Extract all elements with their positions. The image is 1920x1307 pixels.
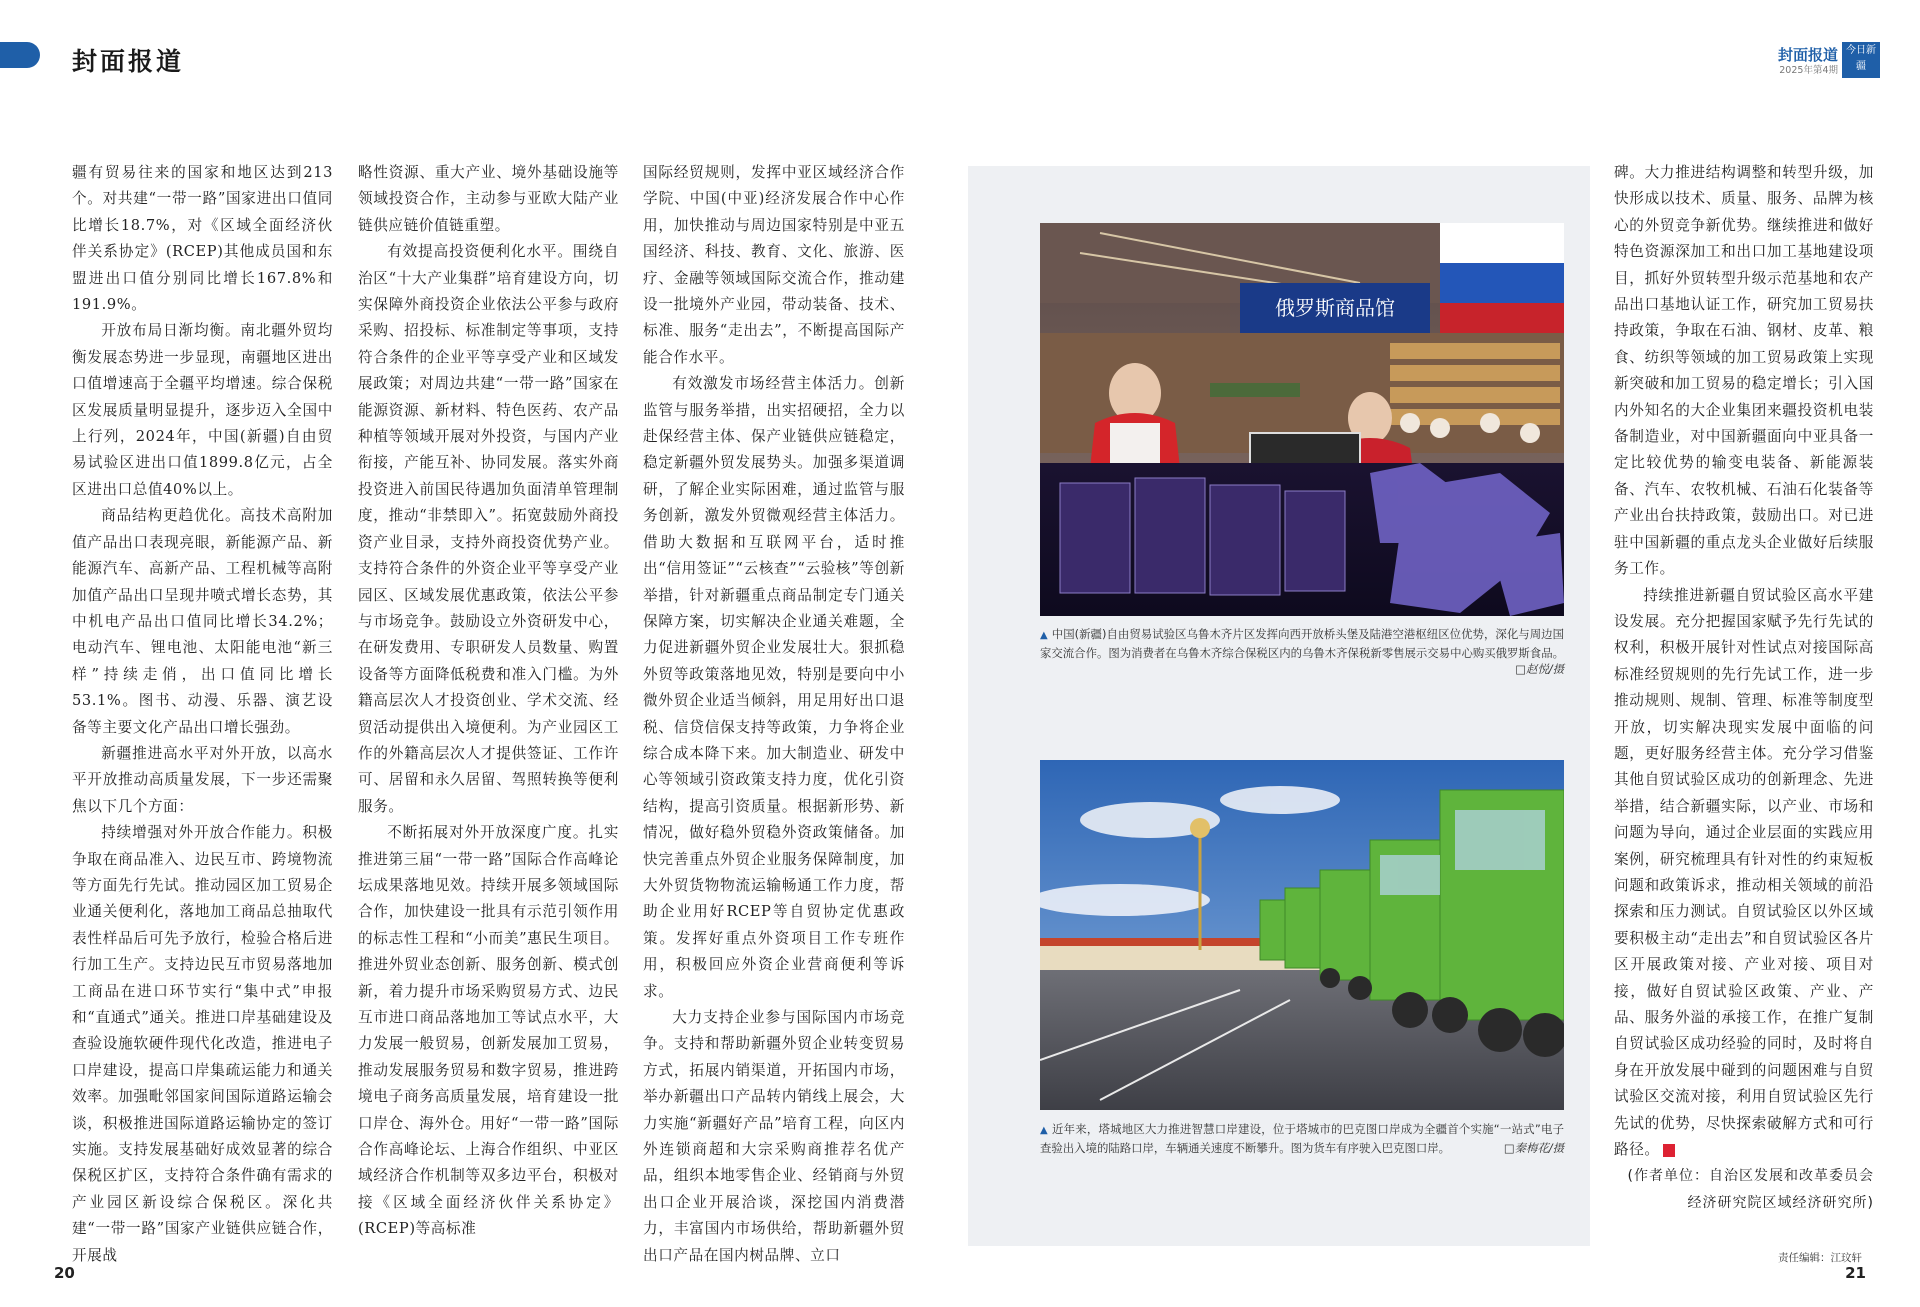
text-column-4 — [1614, 160, 1874, 1216]
caption-text: 中国(新疆)自由贸易试验区乌鲁木齐片区发挥向西开放桥头堡及陆港空港枢纽区位优势，深化与周边国家交流合作。图为消费者在乌鲁木齐综合保税区内的乌鲁木齐保税新零售展示交易中心购买俄罗斯食品。 — [1040, 627, 1564, 660]
text-column-3 — [643, 160, 905, 1269]
running-head-issue: 2025年第4期 — [1779, 65, 1838, 76]
paragraph: 有效提高投资便利化水平。围绕自治区“十大产业集群”培育建设方向，切实保障外商投资企业依法公平参与政府采购、招投标、标准制定等事项，支持符合条件的企业平等享受产业和区域发展政策；对周边共建“一带一路”国家在能源资源、新材料、特色医药、农产品种植等领域开展对外投资，与国内产业衔接，产能互补、协同发展。落实外商投资进入前国民待遇加负面清单管理制度，推动“非禁即入”。拓宽鼓励外商投资产业目录，支持外商投资优势产业。支持符合条件的外资企业平等享受产业园区、区域发展优惠政策，依法公平参与市场竞争。鼓励设立外资研发中心，在研发费用、专职研发人员数量、购置设备等方面降低税费和准入门槛。为外籍高层次人才投资创业、学术交流、经贸活动提供出入境便利。为产业园区工作的外籍高层次人才提供签证、工作许可、居留和永久居留、驾照转换等便利服务。 — [358, 243, 619, 815]
article-end-icon: ■ — [1663, 1144, 1675, 1157]
paragraph: 碑。大力推进结构调整和转型升级，加快形成以技术、质量、服务、品牌为核心的外贸竞争新优势。继续推进和做好特色资源深加工和出口加工基地建设项目，抓好外贸转型升级示范基地和农产品出口基地认证工作，研究加工贸易扶持政策，争取在石油、钢材、皮革、粮食、纺织等领域的加工贸易政策上实现新突破和加工贸易的稳定增长；引入国内外知名的大企业集团来疆投资机电装备制造业，对中国新疆面向中亚具备一定比较优势的输变电装备、新能源装备、汽车、农牧机械、石油石化装备等产业出台扶持政策，鼓励出口。对已进驻中国新疆的重点龙头企业做好后续服务工作。 — [1614, 164, 1874, 578]
paragraph: 持续增强对外开放合作能力。积极争取在商品准入、边民互市、跨境物流等方面先行先试。推动园区加工贸易企业通关便利化，落地加工商品总抽取代表性样品后可先予放行，检验合格后进行加工生产。支持边民互市贸易落地加工商品在进口环节实行“集中式”申报和“直通式”通关。推进口岸基础建设及查验设施软硬件现代化改造，推进电子口岸建设，提高口岸集疏运能力和通关效率。加强毗邻国家间国际道路运输会谈，积极推进国际道路运输协定的签订实施。支持发展基础好成效显著的综合保税区扩区，支持符合条件确有需求的产业园区新设综合保税区。深化共建“一带一路”国家产业链供应链合作，开展战 — [72, 824, 333, 1264]
text-column-1 — [72, 160, 333, 1269]
text-column-2 — [358, 160, 619, 1243]
magazine-badge: 今日新疆 — [1842, 42, 1880, 78]
paragraph: 疆有贸易往来的国家和地区达到213个。对共建“一带一路”国家进出口值同比增长18.7%，对《区域全面经济伙伴关系协定》(RCEP)其他成员国和东盟进出口值分别同比增长167.8%和191.9%。 — [72, 164, 333, 314]
photo-trucks-port — [1040, 760, 1564, 1110]
photo-credit: □赵悦/摄 — [1515, 662, 1564, 676]
editor-credit: 责任编辑：江玟轩 — [1778, 1252, 1862, 1264]
caption-marker-icon: ▲ — [1040, 1125, 1048, 1136]
photo-panel — [968, 166, 1590, 1246]
paragraph: 略性资源、重大产业、境外基础设施等领域投资合作，主动参与亚欧大陆产业链供应链价值链重塑。 — [358, 164, 619, 234]
paragraph: 商品结构更趋优化。高技术高附加值产品出口表现亮眼，新能源产品、新能源汽车、高新产品、工程机械等高附加值产品出口呈现井喷式增长态势，其中机电产品出口值同比增长34.2%；电动汽车、锂电池、太阳能电池“新三样”持续走俏，出口值同比增长53.1%。图书、动漫、乐器、演艺设备等主要文化产品出口增长强劲。 — [72, 507, 333, 736]
photo-credit: □秦梅花/摄 — [1503, 1140, 1564, 1155]
section-color-tab — [0, 42, 40, 68]
photo-russian-goods-store — [1040, 223, 1564, 616]
author-affiliation: (作者单位：自治区发展和改革委员会经济研究院区域经济研究所) — [1627, 1168, 1874, 1211]
paragraph: 持续推进新疆自贸试验区高水平建设发展。充分把握国家赋予先行先试的权利，积极开展针对性试点对接国际高标准经贸规则的先行先试工作，进一步推动规则、规制、管理、标准等制度型开放，切实解决现实发展中面临的问题，更好服务经营主体。充分学习借鉴其他自贸试验区成功的创新理念、先进举措，结合新疆实际，以产业、市场和问题为导向，通过企业层面的实践应用案例，研究梳理具有针对性的约束短板问题和政策诉求，推动相关领域的前沿探索和压力测试。自贸试验区以外区域要积极主动“走出去”和自贸试验区各片区开展政策对接、产业对接、项目对接，做好自贸试验区政策、产业、产品、服务外溢的承接工作，在推广复制自贸试验区成功经验的同时，及时将自身在开放发展中碰到的问题困难与自贸试验区交流对接，利用自贸试验区先行先试的优势，尽快探索破解方式和可行路径。 ■ — [1614, 586, 1874, 1159]
paragraph: 开放布局日渐均衡。南北疆外贸均衡发展态势进一步显现，南疆地区进出口值增速高于全疆平均增速。综合保税区发展质量明显提升，逐步迈入全国中上行列，2024年，中国(新疆)自由贸易试验区进出口值1899.8亿元，占全区进出口总值40%以上。 — [72, 322, 333, 498]
paragraph: 新疆推进高水平对外开放，以高水平开放推动高质量发展，下一步还需聚焦以下几个方面： — [72, 744, 333, 815]
section-title: 封面报道 — [72, 47, 185, 76]
paragraph: 有效激发市场经营主体活力。创新监管与服务举措，出实招硬招，全力以赴保经营主体、保产业链供应链稳定，稳定新疆外贸发展势头。加强多渠道调研，了解企业实际困难，通过监管与服务创新，激发外贸微观经营主体活力。借助大数据和互联网平台，适时推出“信用签证”“云核查”“云验核”等创新举措，针对新疆重点商品制定专门通关保障方案，切实解决企业通关难题，全力促进新疆外贸企业发展壮大。狠抓稳外贸等政策落地见效，特别是要向中小微外贸企业适当倾斜，用足用好出口退税、信贷信保支持等政策，力争将企业综合成本降下来。加大制造业、研发中心等领域引资政策支持力度，优化引资结构，提高引资质量。根据新形势、新情况，做好稳外贸稳外资政策储备。加快完善重点外贸企业服务保障制度，加大外贸货物物流运输畅通工作力度，帮助企业用好RCEP等自贸协定优惠政策。发挥好重点外资项目工作专班作用，积极回应外资企业营商便利等诉求。 — [643, 375, 905, 1000]
page-number-left: 20 — [54, 1264, 75, 1282]
page-number-right: 21 — [1845, 1264, 1866, 1282]
caption-text: 近年来，塔城地区大力推进智慧口岸建设，位于塔城市的巴克图口岸成为全疆首个实施“一站式”电子查验出入境的陆路口岸，车辆通关速度不断攀升。图为货车有序驶入巴克图口岸。 — [1040, 1122, 1564, 1155]
paragraph: 国际经贸规则，发挥中亚区域经济合作学院、中国(中亚)经济发展合作中心作用，加快推动与周边国家特别是中亚五国经济、科技、教育、文化、旅游、医疗、金融等领域国际交流合作，推动建设一批境外产业园，带动装备、技术、标准、服务“走出去”，不断提高国际产能合作水平。 — [643, 164, 905, 366]
paragraph: 不断拓展对外开放深度广度。扎实推进第三届“一带一路”国际合作高峰论坛成果落地见效。持续开展多领域国际合作，加快建设一批具有示范引领作用的标志性工程和“小而美”惠民生项目。推进外贸业态创新、服务创新、模式创新，着力提升市场采购贸易方式、边民互市进口商品落地加工等试点水平，大力发展一般贸易，创新发展加工贸易，推动发展服务贸易和数字贸易，推进跨境电子商务高质量发展，培育建设一批口岸仓、海外仓。用好“一带一路”国际合作高峰论坛、上海合作组织、中亚区域经济合作机制等双多边平台，积极对接《区域全面经济伙伴关系协定》(RCEP)等高标准 — [358, 824, 619, 1238]
store-sign: 俄罗斯商品馆 — [1275, 296, 1395, 320]
caption-marker-icon: ▲ — [1040, 630, 1048, 641]
running-head-title: 封面报道 — [1777, 46, 1838, 64]
photo-caption-1 — [1040, 626, 1564, 678]
paragraph: 大力支持企业参与国际国内市场竞争。支持和帮助新疆外贸企业转变贸易方式，拓展内销渠道，开拓国内市场，举办新疆出口产品转内销线上展会，大力实施“新疆好产品”培育工程，向区内外连锁商超和大宗采购商推荐名优产品，组织本地零售企业、经销商与外贸出口企业开展洽谈，深挖国内消费潜力，丰富国内市场供给，帮助新疆外贸出口产品在国内树品牌、立口 — [643, 1009, 905, 1264]
photo-caption-2 — [1040, 1121, 1564, 1156]
